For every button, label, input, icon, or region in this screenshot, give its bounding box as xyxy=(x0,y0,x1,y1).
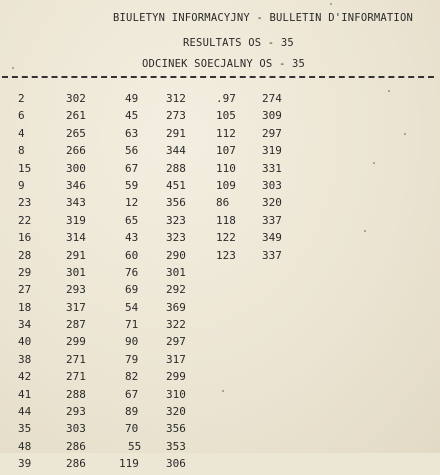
dashed-divider xyxy=(2,76,434,78)
table-cell: 301 xyxy=(166,265,186,279)
table-cell: 9 xyxy=(18,178,25,192)
table-cell: 105 xyxy=(216,109,236,123)
table-cell: 323 xyxy=(166,231,186,245)
table-cell: 123 xyxy=(216,248,236,262)
table-cell: 337 xyxy=(262,248,282,262)
results-title: RESULTATS OS - 35 xyxy=(183,37,294,49)
table-cell: 4 xyxy=(18,126,25,140)
paper-speck xyxy=(404,133,406,135)
table-cell: 43 xyxy=(125,231,139,245)
table-cell: 323 xyxy=(166,213,186,227)
table-cell: 45 xyxy=(125,109,139,123)
table-cell: 67 xyxy=(125,387,139,401)
paper-speck xyxy=(330,3,332,5)
table-cell: 86 xyxy=(216,196,230,210)
table-cell: 40 xyxy=(18,335,32,349)
table-cell: 356 xyxy=(166,422,186,436)
table-cell: .97 xyxy=(216,92,236,105)
table-cell: 290 xyxy=(166,248,186,262)
table-cell: 67 xyxy=(125,161,139,175)
table-cell: 49 xyxy=(125,92,139,105)
table-cell: 292 xyxy=(166,283,186,297)
table-cell: 320 xyxy=(262,196,282,210)
table-cell: 35 xyxy=(18,422,32,436)
table-cell: 118 xyxy=(216,213,236,227)
paper-speck xyxy=(12,67,14,69)
table-cell: 39 xyxy=(18,457,32,471)
table-cell: 8 xyxy=(18,144,25,158)
table-cell: 303 xyxy=(66,422,86,436)
table-cell: 303 xyxy=(262,178,282,192)
table-cell: 331 xyxy=(262,161,282,175)
table-cell: 293 xyxy=(66,405,86,419)
table-cell: 293 xyxy=(66,283,86,297)
table-cell: 302 xyxy=(66,92,86,105)
table-cell: 299 xyxy=(166,370,186,384)
table-cell: 119 xyxy=(119,457,139,471)
table-cell: 44 xyxy=(18,405,32,419)
table-cell: 41 xyxy=(18,387,32,401)
table-cell: 317 xyxy=(166,352,186,366)
table-cell: 55 xyxy=(128,439,142,453)
table-cell: 22 xyxy=(18,213,32,227)
table-cell: 59 xyxy=(125,178,139,192)
table-cell: 38 xyxy=(18,352,32,366)
table-cell: 271 xyxy=(66,352,86,366)
table-cell: 319 xyxy=(262,144,282,158)
table-cell: 297 xyxy=(166,335,186,349)
table-cell: 271 xyxy=(66,370,86,384)
table-cell: 82 xyxy=(125,370,139,384)
table-cell: 76 xyxy=(125,265,139,279)
table-cell: 107 xyxy=(216,144,236,158)
table-cell: 265 xyxy=(66,126,86,140)
table-cell: 261 xyxy=(66,109,86,123)
table-cell: 63 xyxy=(125,126,139,140)
table-cell: 291 xyxy=(166,126,186,140)
table-cell: 48 xyxy=(18,439,32,453)
table-cell: 274 xyxy=(262,92,282,105)
bulletin-title: BIULETYN INFORMACYJNY - BULLETIN D'INFORMATION xyxy=(113,12,413,24)
table-cell: 2 xyxy=(18,92,25,105)
table-cell: 288 xyxy=(66,387,86,401)
table-cell: 306 xyxy=(166,457,186,471)
table-cell: 309 xyxy=(262,109,282,123)
table-cell: 12 xyxy=(125,196,139,210)
table-cell: 69 xyxy=(125,283,139,297)
table-cell: 16 xyxy=(18,231,32,245)
table-cell: 288 xyxy=(166,161,186,175)
table-cell: 451 xyxy=(166,178,186,192)
table-cell: 90 xyxy=(125,335,139,349)
table-cell: 291 xyxy=(66,248,86,262)
paper-speck xyxy=(388,90,390,92)
table-cell: 71 xyxy=(125,318,139,332)
table-cell: 34 xyxy=(18,318,32,332)
paper-speck xyxy=(364,230,366,232)
table-cell: 112 xyxy=(216,126,236,140)
table-cell: 110 xyxy=(216,161,236,175)
table-cell: 54 xyxy=(125,300,139,314)
table-cell: 15 xyxy=(18,161,32,175)
table-cell: 65 xyxy=(125,213,139,227)
table-cell: 23 xyxy=(18,196,32,210)
table-cell: 42 xyxy=(18,370,32,384)
table-cell: 29 xyxy=(18,265,32,279)
table-cell: 322 xyxy=(166,318,186,332)
table-cell: 56 xyxy=(125,144,139,158)
paper-speck xyxy=(373,162,375,164)
table-cell: 312 xyxy=(166,92,186,105)
special-stage-title: ODCINEK SOECJALNY OS - 35 xyxy=(142,58,306,70)
table-cell: 297 xyxy=(262,126,282,140)
table-cell: 286 xyxy=(66,439,86,453)
table-cell: 317 xyxy=(66,300,86,314)
table-cell: 287 xyxy=(66,318,86,332)
table-cell: 6 xyxy=(18,109,25,123)
table-cell: 320 xyxy=(166,405,186,419)
table-cell: 18 xyxy=(18,300,32,314)
table-cell: 337 xyxy=(262,213,282,227)
table-cell: 319 xyxy=(66,213,86,227)
table-cell: 343 xyxy=(66,196,86,210)
table-cell: 266 xyxy=(66,144,86,158)
table-cell: 353 xyxy=(166,439,186,453)
table-cell: 28 xyxy=(18,248,32,262)
table-cell: 79 xyxy=(125,352,139,366)
table-cell: 310 xyxy=(166,387,186,401)
table-cell: 273 xyxy=(166,109,186,123)
table-cell: 349 xyxy=(262,231,282,245)
table-cell: 27 xyxy=(18,283,32,297)
table-cell: 346 xyxy=(66,178,86,192)
paper-speck xyxy=(222,390,224,392)
table-cell: 89 xyxy=(125,405,139,419)
table-cell: 301 xyxy=(66,265,86,279)
table-cell: 344 xyxy=(166,144,186,158)
table-cell: 356 xyxy=(166,196,186,210)
table-cell: 314 xyxy=(66,231,86,245)
table-cell: 122 xyxy=(216,231,236,245)
table-cell: 109 xyxy=(216,178,236,192)
table-cell: 60 xyxy=(125,248,139,262)
table-cell: 70 xyxy=(125,422,139,436)
table-cell: 369 xyxy=(166,300,186,314)
table-cell: 300 xyxy=(66,161,86,175)
table-cell: 286 xyxy=(66,457,86,471)
table-cell: 299 xyxy=(66,335,86,349)
